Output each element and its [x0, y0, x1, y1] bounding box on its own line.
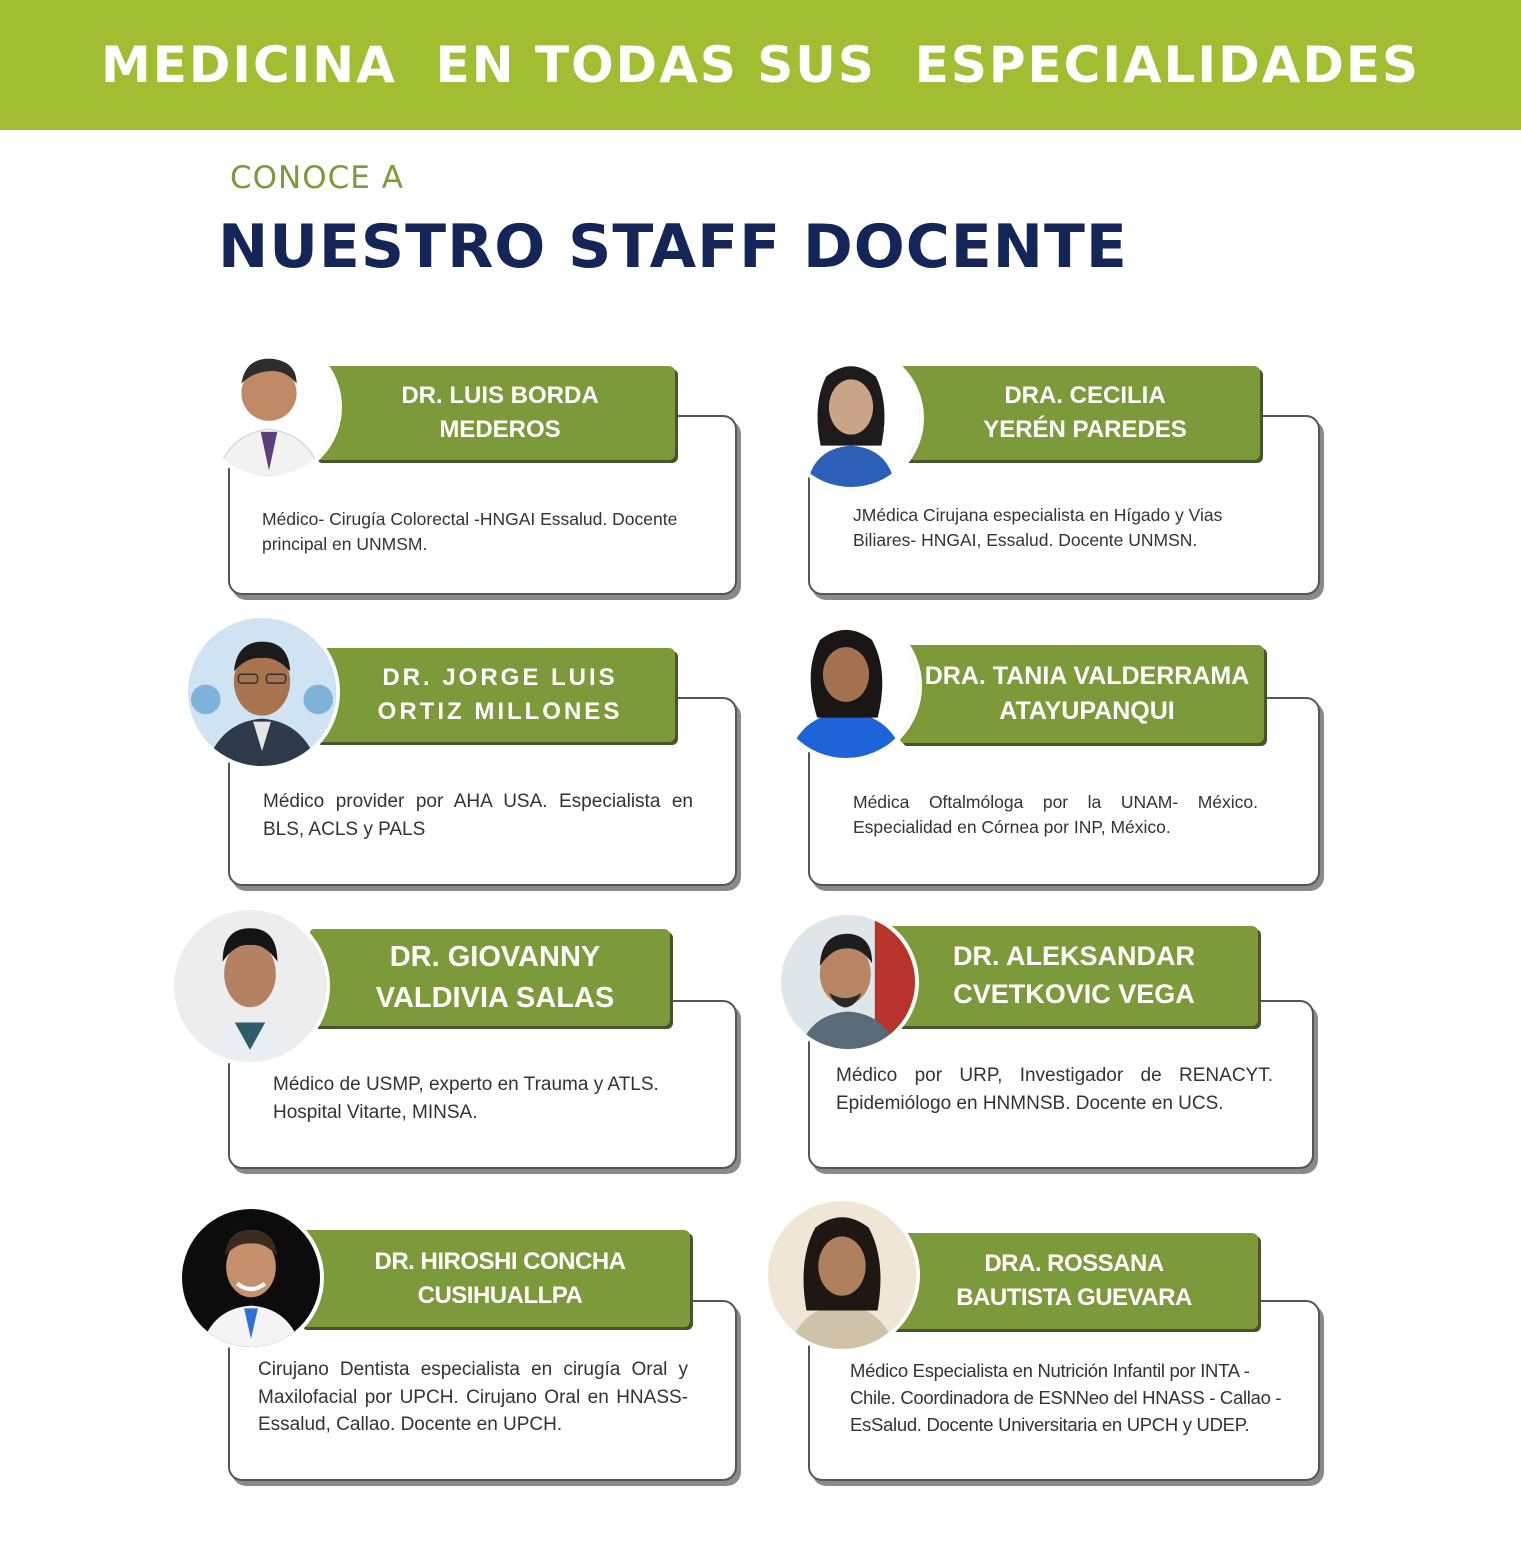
staff-description: Médico de USMP, experto en Trauma y ATLS. Hospital Vitarte, MINSA.	[273, 1074, 659, 1123]
name-bar	[880, 926, 1258, 1026]
staff-name-line2: MEDEROS	[439, 416, 561, 443]
banner-title: MEDICINA EN TODAS SUS ESPECIALIDADES	[100, 36, 1421, 94]
staff-name-line1: DR. JORGE LUIS	[382, 664, 618, 692]
staff-name-line1: DR. GIOVANNY	[389, 940, 601, 973]
staff-name-line2: ATAYUPANQUI	[999, 697, 1175, 725]
staff-description: Médico- Cirugía Colorectal -HNGAI Essalud. Docente principal en UNMSM.	[262, 509, 678, 555]
staff-description: JMédica Cirujana especialista en Hígado y Vias Biliares- HNGAI, Essalud. Docente UNMSN.	[853, 505, 1223, 551]
header-banner	[0, 0, 1521, 130]
staff-name-line1: DRA. ROSSANA	[984, 1250, 1164, 1278]
section-subtitle: CONOCE A	[230, 160, 404, 196]
staff-description: Cirujano Dentista especialista en cirugía Oral y Maxilofacial por UPCH. Cirujano Oral en HNASS- Essalud, Callao. Docente en UPCH.	[258, 1359, 688, 1436]
staff-name-line2: CVETKOVIC VEGA	[953, 979, 1195, 1009]
person-photo-icon	[184, 614, 340, 770]
name-bar	[300, 1230, 690, 1327]
person-photo-icon	[764, 1197, 920, 1353]
staff-name-line2: VALDIVIA SALAS	[375, 981, 615, 1014]
staff-name-line2: ORTIZ MILLONES	[377, 698, 623, 725]
staff-name-line1: DR. LUIS BORDA	[401, 382, 599, 410]
staff-name-line2: CUSIHUALLPA	[417, 1281, 583, 1309]
person-photo-icon	[778, 345, 924, 491]
staff-name-line1: DR. HIROSHI CONCHA	[374, 1247, 626, 1275]
person-photo-icon	[770, 610, 922, 762]
person-photo-icon	[196, 334, 342, 480]
staff-name-line1: DRA. TANIA VALDERRAMA	[924, 662, 1250, 690]
staff-description: Médico provider por AHA USA. Especialista en BLS, ACLS y PALS	[263, 791, 693, 840]
name-bar	[315, 648, 675, 742]
staff-name-line2: BAUTISTA GUEVARA	[956, 1284, 1192, 1311]
person-photo-icon	[170, 906, 330, 1066]
staff-name-line1: DR. ALEKSANDAR	[953, 941, 1195, 972]
name-bar	[315, 366, 675, 460]
staff-description: Médica Oftalmóloga por la UNAM- México. Especialidad en Córnea por INP, México.	[853, 792, 1258, 838]
staff-name-line1: DRA. CECILIA	[1004, 382, 1166, 410]
staff-name-line2: YERÉN PAREDES	[983, 416, 1187, 443]
name-bar	[900, 645, 1264, 743]
person-photo-icon	[178, 1205, 324, 1351]
name-bar	[310, 929, 670, 1026]
name-bar	[900, 366, 1260, 460]
staff-description: Médico por URP, Investigador de RENACYT. Epidemiólogo en HNMNSB. Docente en UCS.	[836, 1065, 1273, 1114]
person-photo-icon	[777, 911, 919, 1053]
page-title: NUESTRO STAFF DOCENTE	[218, 212, 1128, 282]
staff-description: Médico Especialista en Nutrición Infantil por INTA - Chile. Coordinadora de ESNNeo del HNASS - Callao - EsSalud. Docente Universitaria en UPCH y UDEP.	[850, 1360, 1282, 1435]
name-bar	[880, 1233, 1258, 1329]
